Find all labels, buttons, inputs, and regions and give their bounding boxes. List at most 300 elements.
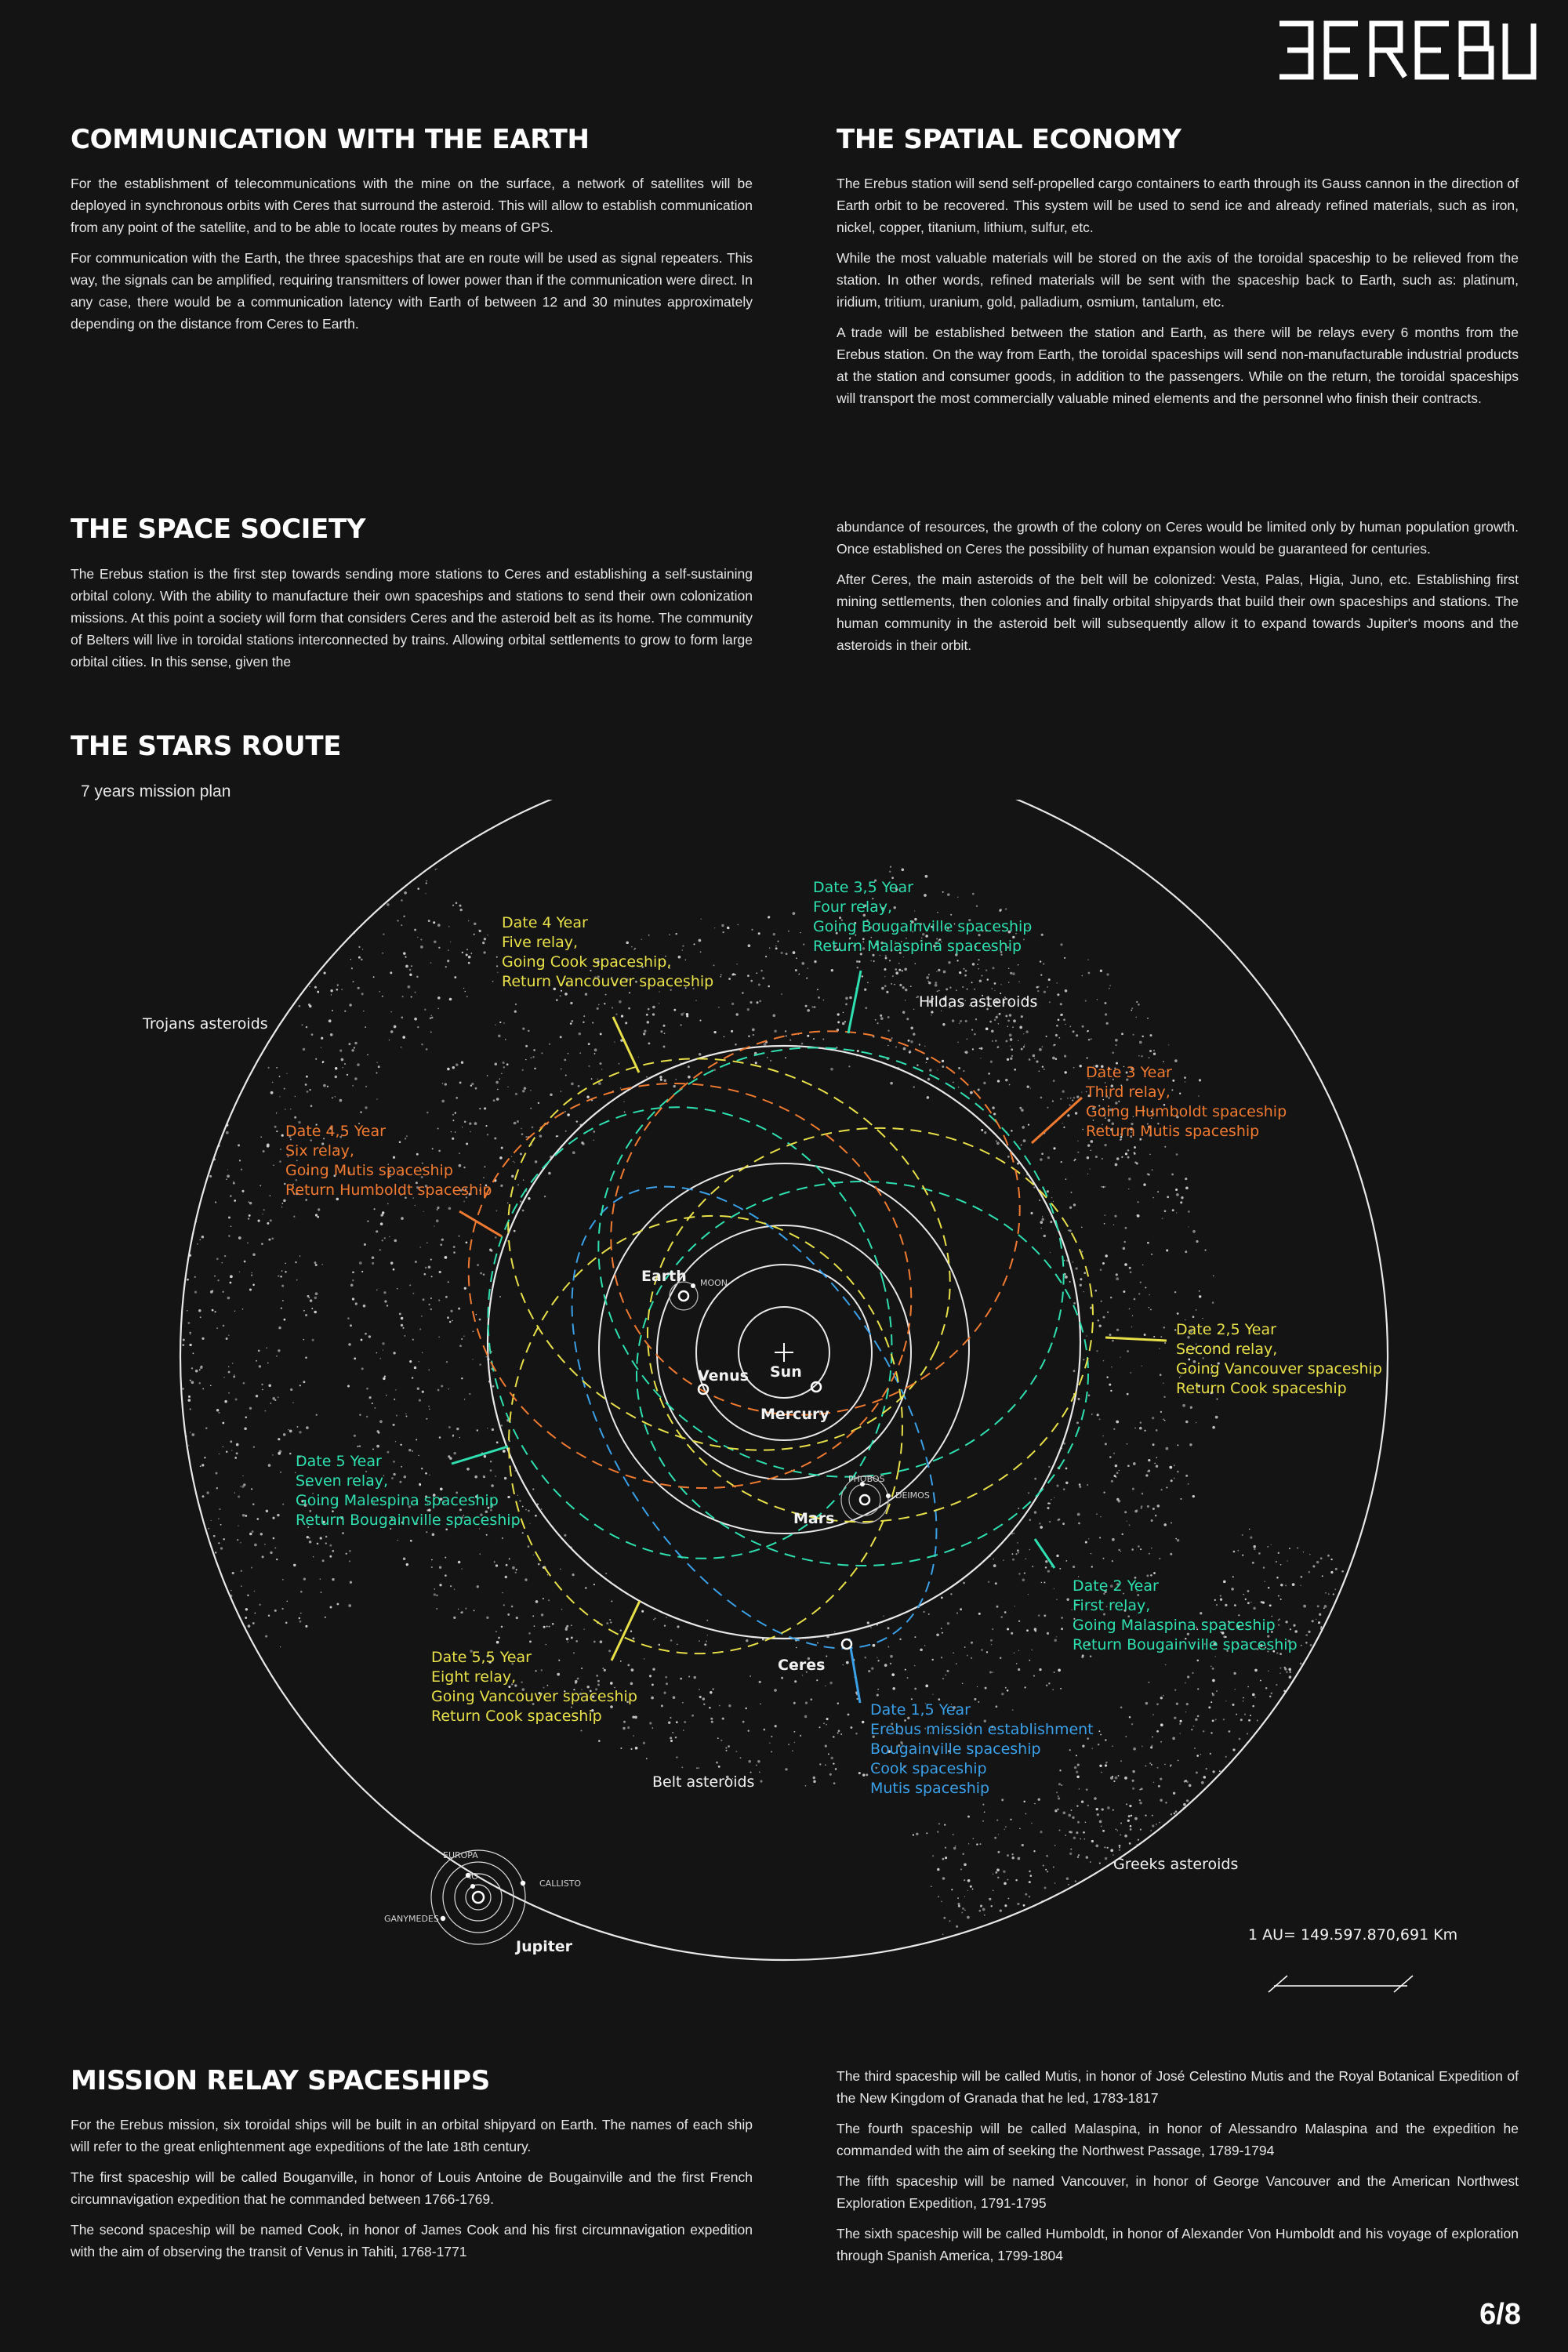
asteroid-dot xyxy=(234,1310,236,1312)
asteroid-dot xyxy=(363,1305,366,1308)
asteroid-dot xyxy=(1004,1611,1007,1613)
asteroid-dot xyxy=(1073,1067,1075,1069)
asteroid-dot xyxy=(412,1377,413,1378)
asteroid-dot xyxy=(1163,1396,1165,1398)
ceres-label: Ceres xyxy=(778,1657,826,1674)
asteroid-dot xyxy=(1199,1079,1201,1081)
asteroid-dot xyxy=(1073,1302,1076,1305)
asteroid-dot xyxy=(1025,1030,1028,1033)
asteroid-dot xyxy=(822,1038,824,1040)
asteroid-dot xyxy=(428,1370,430,1371)
asteroid-dot xyxy=(704,1643,706,1646)
asteroid-dot xyxy=(368,1335,371,1338)
asteroid-dot xyxy=(268,1239,270,1241)
asteroid-dot xyxy=(580,1730,582,1731)
asteroid-dot xyxy=(324,972,326,975)
asteroid-dot xyxy=(516,1569,517,1570)
asteroid-dot xyxy=(432,1148,434,1149)
asteroid-dot xyxy=(884,985,887,987)
asteroid-dot xyxy=(751,929,753,931)
asteroid-dot xyxy=(920,1649,923,1652)
asteroid-dot xyxy=(282,1300,284,1301)
asteroid-dot xyxy=(512,1566,515,1570)
asteroid-dot xyxy=(431,1276,433,1277)
asteroid-dot xyxy=(197,1243,198,1245)
asteroid-dot xyxy=(361,993,364,995)
asteroid-dot xyxy=(303,1310,305,1312)
asteroid-dot xyxy=(1198,1095,1199,1096)
asteroid-dot xyxy=(383,933,384,935)
milestone-line: Date 3,5 Year xyxy=(813,879,913,896)
asteroid-dot xyxy=(1112,1745,1113,1747)
asteroid-dot xyxy=(942,1060,944,1062)
asteroid-dot xyxy=(980,1843,982,1845)
asteroid-dot xyxy=(1062,1811,1065,1814)
asteroid-dot xyxy=(1112,1560,1113,1562)
asteroid-dot xyxy=(877,1689,879,1690)
asteroid-dot xyxy=(837,1732,839,1733)
asteroid-dot xyxy=(1216,1398,1218,1399)
asteroid-dot xyxy=(978,968,979,969)
asteroid-dot xyxy=(1177,1539,1179,1541)
asteroid-dot xyxy=(583,1628,584,1629)
asteroid-dot xyxy=(1054,1845,1055,1846)
asteroid-dot xyxy=(517,1184,519,1185)
asteroid-dot xyxy=(664,1624,666,1626)
asteroid-dot xyxy=(566,1625,568,1628)
asteroid-dot xyxy=(251,1488,252,1490)
asteroid-dot xyxy=(438,1336,440,1338)
asteroid-dot xyxy=(1335,1568,1338,1570)
asteroid-dot xyxy=(561,1609,563,1610)
asteroid-dot xyxy=(483,1177,485,1178)
asteroid-dot xyxy=(678,956,681,959)
asteroid-dot xyxy=(309,1541,312,1544)
asteroid-dot xyxy=(953,1082,954,1083)
asteroid-dot xyxy=(223,1325,225,1327)
asteroid-dot xyxy=(273,1165,274,1167)
asteroid-dot xyxy=(522,1069,524,1071)
asteroid-dot xyxy=(1148,1682,1149,1683)
asteroid-dot xyxy=(1053,1867,1054,1868)
asteroid-dot xyxy=(267,1145,270,1148)
asteroid-dot xyxy=(1064,1260,1065,1261)
asteroid-dot xyxy=(899,1639,901,1640)
asteroid-dot xyxy=(620,1661,622,1662)
asteroid-dot xyxy=(191,1433,194,1436)
asteroid-dot xyxy=(996,1705,998,1708)
asteroid-dot xyxy=(522,1210,524,1212)
asteroid-dot xyxy=(814,960,816,963)
milestone-label-d3 xyxy=(1085,1064,1287,1140)
asteroid-dot xyxy=(1247,1686,1249,1688)
asteroid-dot xyxy=(415,992,416,993)
asteroid-dot xyxy=(417,1388,419,1390)
asteroid-dot xyxy=(425,1472,427,1475)
asteroid-dot xyxy=(1069,1749,1071,1751)
asteroid-dot xyxy=(432,1533,435,1536)
asteroid-dot xyxy=(337,1603,339,1606)
asteroid-dot xyxy=(1120,1823,1122,1824)
asteroid-dot xyxy=(625,1022,627,1024)
asteroid-dot xyxy=(1015,1879,1018,1882)
asteroid-dot xyxy=(1062,1091,1065,1093)
asteroid-dot xyxy=(728,1745,730,1748)
asteroid-dot xyxy=(532,1056,534,1058)
asteroid-dot xyxy=(383,1291,386,1294)
asteroid-dot xyxy=(1047,1190,1049,1192)
asteroid-dot xyxy=(1107,1847,1109,1849)
asteroid-dot xyxy=(347,1074,348,1076)
asteroid-dot xyxy=(496,956,498,958)
asteroid-dot xyxy=(589,1065,590,1067)
asteroid-dot xyxy=(1142,1746,1143,1748)
asteroid-dot xyxy=(1043,1864,1044,1866)
asteroid-dot xyxy=(1102,1808,1104,1810)
asteroid-dot xyxy=(1210,1701,1212,1703)
asteroid-dot xyxy=(216,1472,218,1475)
asteroid-dot xyxy=(224,1255,226,1257)
asteroid-dot xyxy=(571,1636,573,1639)
asteroid-dot xyxy=(1028,1492,1029,1494)
asteroid-dot xyxy=(1012,1559,1014,1561)
asteroid-dot xyxy=(1177,1471,1179,1473)
asteroid-dot xyxy=(1173,1792,1175,1795)
asteroid-dot xyxy=(348,1343,351,1346)
asteroid-dot xyxy=(788,931,789,932)
asteroid-dot xyxy=(299,1431,301,1433)
asteroid-dot xyxy=(314,1311,317,1314)
asteroid-dot xyxy=(713,1688,714,1690)
asteroid-dot xyxy=(1073,1370,1076,1372)
asteroid-dot xyxy=(1029,1519,1031,1521)
asteroid-dot xyxy=(424,1273,426,1276)
asteroid-dot xyxy=(1004,1904,1007,1907)
asteroid-dot xyxy=(1007,1690,1009,1692)
asteroid-dot xyxy=(463,1201,465,1203)
asteroid-dot xyxy=(1197,1688,1199,1690)
asteroid-dot xyxy=(676,1756,677,1758)
asteroid-dot xyxy=(466,1143,468,1145)
asteroid-dot xyxy=(258,1220,260,1222)
asteroid-dot xyxy=(1269,1604,1272,1606)
asteroid-dot xyxy=(422,1391,424,1393)
asteroid-dot xyxy=(610,1621,612,1623)
asteroid-dot xyxy=(1147,1018,1149,1019)
trojans-label: Trojans asteroids xyxy=(143,1015,268,1033)
asteroid-dot xyxy=(941,1597,943,1599)
asteroid-dot xyxy=(1171,1089,1173,1091)
asteroid-dot xyxy=(244,1428,247,1431)
relay-paragraph: For the Erebus mission, six toroidal ships will be built in an orbital shipyard on Earth. The names of each ship will refer to the great enlightenment age expeditions of the late 18th century. xyxy=(71,2117,753,2154)
asteroid-dot xyxy=(858,960,861,963)
milestone-line: Return Cook spaceship xyxy=(1176,1380,1347,1397)
asteroid-dot xyxy=(1185,1178,1187,1180)
asteroid-dot xyxy=(698,1767,699,1769)
asteroid-dot xyxy=(726,1750,728,1751)
asteroid-dot xyxy=(305,1625,307,1628)
asteroid-dot xyxy=(1011,1553,1013,1555)
asteroid-dot xyxy=(1138,1293,1140,1294)
asteroid-dot xyxy=(768,916,770,918)
asteroid-dot xyxy=(448,1281,449,1283)
asteroid-dot xyxy=(390,1011,391,1012)
asteroid-dot xyxy=(1116,1421,1119,1424)
asteroid-dot xyxy=(199,1239,201,1240)
asteroid-dot xyxy=(241,1485,245,1488)
asteroid-dot xyxy=(1279,1668,1281,1669)
asteroid-dot xyxy=(1141,1507,1142,1508)
asteroid-dot xyxy=(366,1388,368,1390)
asteroid-dot xyxy=(566,1638,568,1640)
asteroid-dot xyxy=(330,989,332,992)
asteroid-dot xyxy=(1087,1156,1089,1159)
asteroid-dot xyxy=(758,984,760,986)
asteroid-dot xyxy=(507,1240,508,1241)
asteroid-dot xyxy=(1250,1536,1252,1538)
asteroid-dot xyxy=(396,1415,397,1417)
asteroid-dot xyxy=(216,1258,219,1260)
asteroid-dot xyxy=(747,975,750,977)
asteroid-dot xyxy=(1061,1617,1062,1618)
asteroid-dot xyxy=(357,1446,358,1447)
asteroid-dot xyxy=(792,1750,793,1751)
asteroid-dot xyxy=(728,1704,731,1707)
asteroid-dot xyxy=(778,941,779,942)
asteroid-dot xyxy=(1045,1560,1047,1563)
milestone-label-d45 xyxy=(285,1123,492,1199)
asteroid-dot xyxy=(1199,1290,1200,1292)
asteroid-dot xyxy=(925,875,928,878)
asteroid-dot xyxy=(1008,968,1009,969)
asteroid-dot xyxy=(1164,1420,1166,1421)
asteroid-dot xyxy=(1156,1429,1158,1432)
asteroid-dot xyxy=(570,1002,572,1004)
asteroid-dot xyxy=(406,1563,408,1566)
asteroid-dot xyxy=(989,1898,991,1900)
asteroid-dot xyxy=(454,976,456,978)
asteroid-dot xyxy=(681,1766,683,1768)
asteroid-dot xyxy=(188,1399,191,1402)
asteroid-dot xyxy=(499,1156,503,1160)
asteroid-dot xyxy=(450,1310,452,1312)
asteroid-dot xyxy=(972,963,975,966)
asteroid-dot xyxy=(1048,1682,1050,1684)
asteroid-dot xyxy=(785,1030,786,1032)
asteroid-dot xyxy=(1163,1523,1167,1526)
asteroid-dot xyxy=(1233,1672,1236,1675)
asteroid-dot xyxy=(1225,1756,1227,1758)
asteroid-dot xyxy=(673,1009,676,1011)
asteroid-dot xyxy=(877,1694,879,1697)
asteroid-dot xyxy=(464,1120,466,1123)
asteroid-dot xyxy=(382,996,383,997)
asteroid-dot xyxy=(1112,1809,1114,1811)
asteroid-dot xyxy=(314,986,317,989)
asteroid-dot xyxy=(1132,1315,1133,1316)
asteroid-dot xyxy=(507,1496,510,1498)
relay-paragraph: The first spaceship will be called Bouganville, in honor of Louis Antoine de Bougainville and the first French circumnavigation expedition that he commanded between 1766-1769. xyxy=(71,2169,753,2207)
asteroid-dot xyxy=(883,1615,884,1617)
asteroid-dot xyxy=(597,1007,599,1010)
asteroid-dot xyxy=(903,1047,906,1051)
asteroid-dot xyxy=(348,1043,350,1045)
asteroid-dot xyxy=(426,1242,427,1243)
asteroid-dot xyxy=(731,1030,733,1033)
asteroid-dot xyxy=(956,1663,957,1664)
asteroid-dot xyxy=(1034,1511,1036,1513)
asteroid-dot xyxy=(267,1222,269,1225)
milestone-line: Date 3 Year xyxy=(1086,1064,1172,1081)
asteroid-dot xyxy=(1116,1044,1117,1046)
asteroid-dot xyxy=(530,1108,532,1109)
asteroid-dot xyxy=(1119,1845,1121,1847)
asteroid-dot xyxy=(950,914,952,916)
asteroid-dot xyxy=(515,1093,517,1095)
asteroid-dot xyxy=(958,1087,960,1088)
asteroid-dot xyxy=(1012,1857,1014,1859)
asteroid-dot xyxy=(493,1099,495,1102)
asteroid-dot xyxy=(1019,1026,1022,1029)
asteroid-dot xyxy=(1109,988,1110,989)
asteroid-dot xyxy=(1112,1340,1114,1342)
asteroid-dot xyxy=(384,1237,386,1239)
asteroid-dot xyxy=(978,1088,980,1091)
asteroid-dot xyxy=(1157,1191,1159,1192)
asteroid-dot xyxy=(728,978,731,980)
asteroid-dot xyxy=(1000,1657,1002,1659)
asteroid-dot xyxy=(1164,1146,1166,1148)
asteroid-dot xyxy=(750,1675,751,1677)
asteroid-dot xyxy=(395,1389,396,1390)
asteroid-dot xyxy=(1172,1080,1174,1082)
asteroid-dot xyxy=(417,887,419,890)
asteroid-dot xyxy=(1112,1538,1115,1541)
asteroid-dot xyxy=(1148,1459,1150,1461)
asteroid-dot xyxy=(1077,1152,1079,1153)
asteroid-dot xyxy=(249,1533,252,1536)
asteroid-dot xyxy=(1044,991,1046,993)
asteroid-dot xyxy=(960,1608,962,1610)
asteroid-dot xyxy=(631,1668,634,1671)
asteroid-dot xyxy=(376,1230,378,1232)
asteroid-dot xyxy=(1049,1521,1051,1523)
asteroid-dot xyxy=(971,1642,973,1644)
asteroid-dot xyxy=(823,1722,825,1724)
asteroid-dot xyxy=(600,1033,602,1035)
asteroid-dot xyxy=(768,985,770,988)
asteroid-dot xyxy=(306,1426,309,1429)
asteroid-dot xyxy=(1065,989,1068,993)
asteroid-dot xyxy=(1165,1664,1167,1666)
asteroid-dot xyxy=(999,909,1001,912)
asteroid-dot xyxy=(1121,1033,1123,1035)
asteroid-dot xyxy=(1080,1278,1082,1280)
asteroid-dot xyxy=(937,1069,938,1070)
asteroid-dot xyxy=(877,1660,879,1661)
asteroid-dot xyxy=(346,1553,347,1555)
asteroid-dot xyxy=(1103,1316,1105,1319)
milestone-line: Date 2 Year xyxy=(1073,1577,1159,1595)
asteroid-dot xyxy=(731,1003,734,1005)
asteroid-dot xyxy=(1121,1534,1123,1535)
asteroid-dot xyxy=(843,1012,844,1013)
asteroid-dot xyxy=(1058,1783,1061,1785)
milestone-line: Return Bougainville spaceship xyxy=(1073,1636,1298,1653)
asteroid-dot xyxy=(1116,1329,1119,1331)
asteroid-dot xyxy=(913,1834,914,1835)
asteroid-dot xyxy=(305,1314,307,1316)
asteroid-dot xyxy=(1007,1020,1010,1022)
asteroid-dot xyxy=(1188,1483,1189,1485)
asteroid-dot xyxy=(996,1016,998,1018)
asteroid-dot xyxy=(1177,1444,1178,1446)
asteroid-dot xyxy=(430,1298,432,1299)
asteroid-dot xyxy=(677,1625,679,1628)
asteroid-dot xyxy=(437,1128,439,1130)
asteroid-dot xyxy=(516,1617,518,1619)
milestone-tick xyxy=(459,1211,502,1236)
asteroid-dot xyxy=(358,946,360,948)
asteroid-dot xyxy=(483,1273,485,1276)
asteroid-dot xyxy=(417,1026,419,1028)
asteroid-dot xyxy=(1005,1826,1007,1828)
asteroid-dot xyxy=(942,1933,944,1935)
asteroid-dot xyxy=(1243,1700,1244,1702)
asteroid-dot xyxy=(1068,1884,1069,1886)
asteroid-dot xyxy=(1150,1034,1152,1036)
asteroid-dot xyxy=(1249,1529,1250,1530)
asteroid-dot xyxy=(378,1065,380,1068)
asteroid-dot xyxy=(856,960,858,963)
asteroid-dot xyxy=(682,1702,684,1704)
asteroid-dot xyxy=(789,1040,791,1041)
stars-subtitle: 7 years mission plan xyxy=(81,782,231,800)
asteroid-dot xyxy=(880,1014,882,1017)
asteroid-dot xyxy=(1171,1813,1172,1815)
asteroid-dot xyxy=(1059,1769,1061,1771)
asteroid-dot xyxy=(394,1399,395,1400)
asteroid-dot xyxy=(409,1360,412,1363)
asteroid-dot xyxy=(1288,1668,1291,1671)
asteroid-dot xyxy=(1044,1235,1046,1237)
asteroid-dot xyxy=(781,952,783,954)
asteroid-dot xyxy=(314,1261,317,1264)
asteroid-dot xyxy=(1152,1815,1153,1817)
asteroid-dot xyxy=(299,1005,301,1007)
asteroid-dot xyxy=(499,1022,501,1023)
asteroid-dot xyxy=(299,1621,302,1623)
asteroid-dot xyxy=(564,1111,566,1112)
asteroid-dot xyxy=(1004,1829,1005,1830)
asteroid-dot xyxy=(349,1550,351,1552)
asteroid-dot xyxy=(1268,1671,1269,1672)
asteroid-dot xyxy=(655,1617,656,1619)
asteroid-dot xyxy=(978,1910,981,1912)
asteroid-dot xyxy=(1257,1720,1258,1722)
ceres-orbit xyxy=(488,1046,1080,1639)
asteroid-dot xyxy=(434,1588,435,1589)
asteroid-dot xyxy=(452,1066,455,1069)
asteroid-dot xyxy=(838,1730,840,1732)
asteroid-dot xyxy=(936,971,937,972)
asteroid-dot xyxy=(504,1477,506,1479)
asteroid-dot xyxy=(826,1718,829,1720)
asteroid-dot xyxy=(494,1138,496,1140)
asteroid-dot xyxy=(419,1328,421,1330)
asteroid-dot xyxy=(891,1037,893,1039)
asteroid-dot xyxy=(465,1608,466,1610)
